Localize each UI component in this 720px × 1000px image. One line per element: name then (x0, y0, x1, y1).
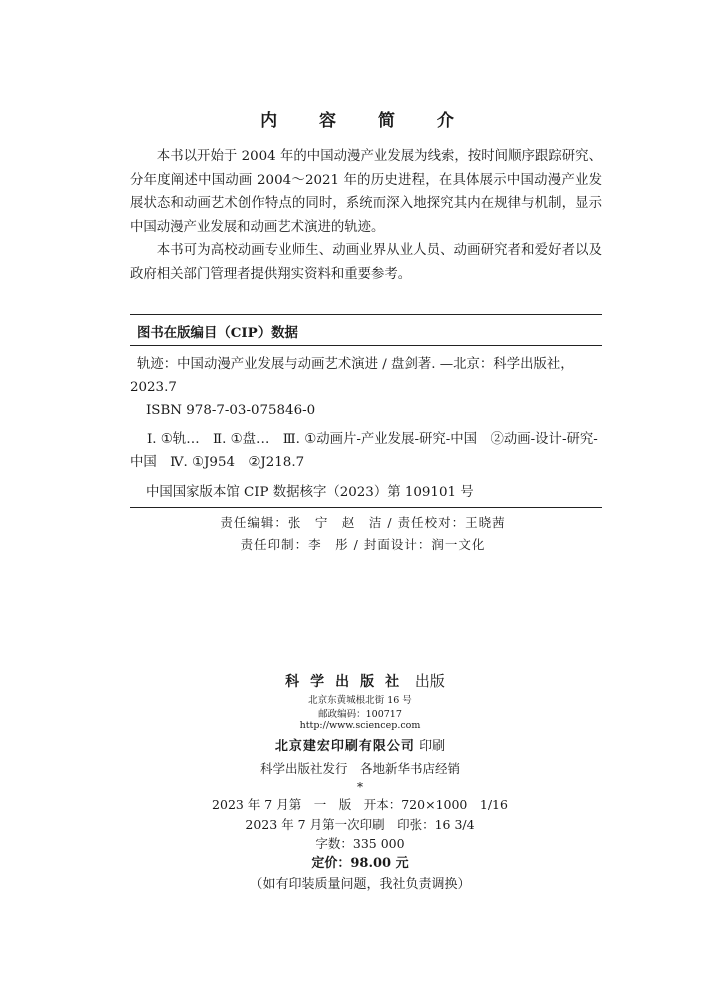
printer-suffix: 印刷 (419, 739, 446, 754)
edition-line: 2023 年 7 月第 一 版 开本：720×1000 1/16 (212, 797, 508, 812)
publisher-suffix: 出版 (414, 672, 445, 690)
quality-notice: （如有印装质量问题，我社负责调换） (249, 877, 471, 892)
publisher-address: 北京东黄城根北街 16 号 (308, 695, 412, 706)
distribution-line: 科学出版社发行 各地新华书店经销 (259, 761, 460, 776)
word-count: 字数：335 000 (315, 836, 405, 851)
cip-heading: 图书在版编目（CIP）数据 (137, 325, 298, 341)
divider (130, 314, 602, 315)
book-summary (130, 145, 602, 286)
publisher-line (0, 670, 720, 691)
publisher-url: http://www.sciencep.com (299, 720, 421, 731)
cip-data-number: 中国国家版本馆 CIP 数据核字（2023）第 109101 号 (146, 485, 474, 500)
separator-asterisk: * (357, 780, 363, 794)
cip-classification: Ⅰ. ①轨… Ⅱ. ①盘… Ⅲ. ①动画片-产业发展-研究-中国 ②动画-设计-研究-中国 Ⅳ. ①J954 ②J218.7 (130, 432, 598, 470)
summary-paragraph: 本书以开始于 2004 年的中国动漫产业发展为线索，按时间顺序跟踪研究、分年度阐述中国动画 2004～2021 年的历史进程，在具体展示中国动漫产业发展状态和动画艺术创作特点的同时，系统而深入地探究其内在规律与机制，显示中国动漫产业发展和动画艺术演进的轨迹。 (130, 149, 602, 235)
publisher-zip: 邮政编码：100717 (318, 709, 402, 720)
cip-record: 轨迹：中国动漫产业发展与动画艺术演进 / 盘剑著. —北京：科学出版社，2023.7 (130, 357, 574, 395)
price: 定价：98.00 元 (311, 856, 409, 871)
divider (130, 507, 602, 508)
summary-paragraph: 本书可为高校动画专业师生、动画业界从业人员、动画研究者和爱好者以及政府相关部门管理者提供翔实资料和重要参考。 (130, 243, 602, 282)
printer-name: 北京建宏印刷有限公司 (274, 739, 415, 754)
printer-line (0, 735, 720, 754)
editor-credits: 责任编辑：张 宁 赵 洁 / 责任校对：王晓茜 (220, 515, 506, 530)
production-credits: 责任印制：李 彤 / 封面设计：润一文化 (240, 537, 486, 552)
printing-line: 2023 年 7 月第一次印刷 印张：16 3/4 (245, 817, 475, 832)
divider (130, 345, 602, 346)
isbn: ISBN 978-7-03-075846-0 (146, 403, 316, 418)
page-title: 内 容 简 介 (260, 111, 472, 131)
publisher-name: 科学出版社 (285, 674, 411, 690)
